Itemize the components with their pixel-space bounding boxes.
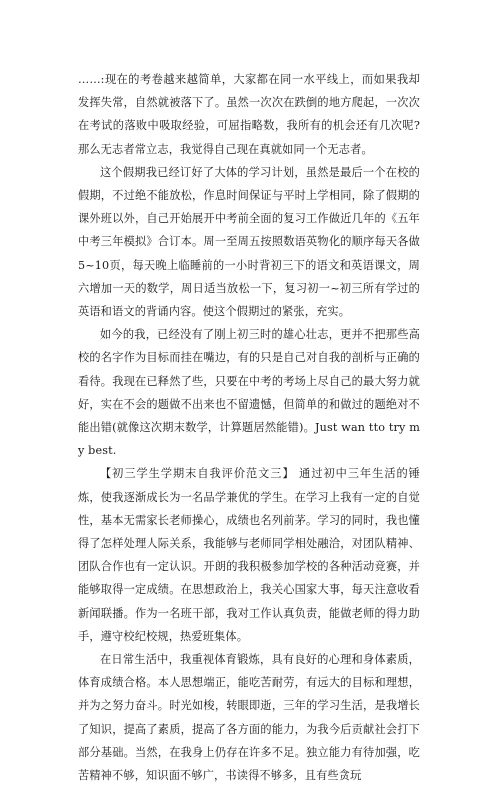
paragraph-5: 在日常生活中，我重视体育锻炼，具有良好的心理和身体素质，体育成绩合格。本人思想端正，能吃苦耐劳，有远大的目标和理想，并为之努力奋斗。时光如梭，转眼即逝，三年的学习生活，是我增长了知识，提高了素质，提高了各方面的能力，为我今后贡献社会打下部分基础。当然，在我身上仍存在许多不足。独立能力有待加强，吃苦精神不够，知识面不够广，书读得不够多，且有些贪玩 (78, 653, 420, 783)
paragraph-3: 如今的我，已经没有了刚上初三时的雄心壮志，更并不把那些高校的名字作为目标而挂在嘴边，有的只是自己对自我的剖析与正确的看待。我现在已释然了些，只要在中考的考场上尽自己的最大努力就好，实在不会的题做不出来也不留遗憾，但简单的和做过的题绝对不能出错(就像这次期末数学，计算题居然能错)。Just wan tto try my best. (78, 328, 420, 458)
paragraph-4: 【初三学生学期末自我评价范文三】 通过初中三年生活的锤炼，使我逐渐成长为一名品学兼优的学生。在学习上我有一定的自觉性，基本无需家长老师操心，成绩也名列前茅。学习的同时，我也懂得了怎样处理人际关系，我能够与老师同学相处融洽，对团队精神、团队合作也有一定认识。开朗的我积极参加学校的各种活动竞赛，并能够取得一定成绩。在思想政治上，我关心国家大事，每天注意收看新闻联播。作为一名班干部，我对工作认真负责，能做老师的得力助手，遵守校纪校规，热爱班集体。 (78, 467, 420, 643)
document-body (78, 68, 420, 787)
paragraph-1: ……:现在的考卷越来越简单，大家都在同一水平线上，而如果我却发挥失常，自然就被落下了。虽然一次次在跌倒的地方爬起，一次次在考试的落败中吸取经验，可屈指略数，我所有的机会还有几次呢?那么无志者常立志，我觉得自己现在真就如同一个无志者。 (78, 73, 420, 156)
paragraph-2: 这个假期我已经订好了大体的学习计划，虽然是最后一个在校的假期，不过绝不能放松，作息时间保证与平时上学相同，除了假期的课外班以外，自己开始展开中考前全面的复习工作做近几年的《五年中考三年模拟》合订本。周一至周五按照数语英物化的顺序每天各做5~10页，每天晚上临睡前的一小时背初三下的语文和英语课文，周六增加一天的数学，周日适当放松一下，复习初一~初三所有学过的英语和语文的背诵内容。使这个假期过的紧张，充实。 (78, 165, 420, 319)
